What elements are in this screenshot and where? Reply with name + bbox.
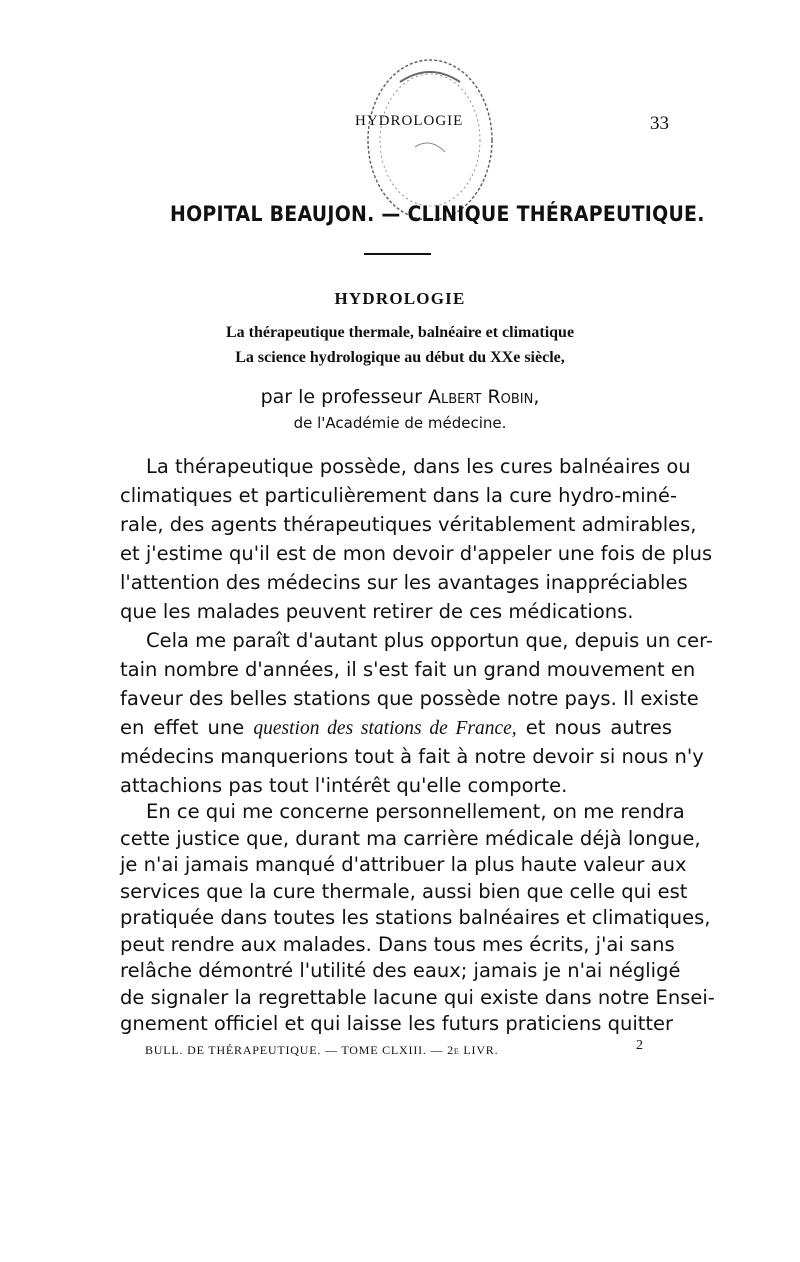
body-line: je n'ai jamais manqué d'attribuer la plus haute valeur aux — [120, 853, 687, 876]
signature-mark: 2 — [636, 1038, 643, 1053]
footer-citation: BULL. DE THÉRAPEUTIQUE. — TOME CLXIII. — 2e LIVR. — [145, 1043, 499, 1057]
hospital-title: HOPITAL BEAUJON. — CLINIQUE THÉRAPEUTIQUE. — [170, 202, 705, 226]
body-line: services que la cure thermale, aussi bien que celle qui est — [120, 879, 688, 903]
author-prefix: par le professeur — [260, 386, 422, 408]
body-line: peut rendre aux malades. Dans tous mes écrits, j'ai sans — [120, 932, 675, 956]
emphasis-text: question des stations de France, — [253, 718, 517, 739]
author-name: Albert Robin, — [428, 386, 540, 408]
body-line: de signaler la regrettable lacune qui existe dans notre Ensei- — [120, 985, 715, 1009]
body-text: et nous autres — [525, 716, 673, 739]
body-line: médecins manquerions tout à fait à notre devoir si nous n'y — [120, 745, 704, 768]
body-line-with-italic — [120, 716, 672, 746]
section-heading: HYDROLOGIE — [334, 289, 466, 308]
body-text: en effet une — [120, 716, 245, 739]
body-line: pratiquée dans toutes les stations balnéaires et climatiques, — [120, 906, 711, 929]
title-divider — [364, 253, 431, 255]
body-line: l'attention des médecins sur les avantages inappréciables — [120, 571, 688, 594]
author-affiliation: de l'Académie de médecine. — [293, 414, 507, 432]
page-number: 33 — [650, 113, 669, 134]
subtitle-line-2: La science hydrologique au début du XXe siècle, — [235, 349, 565, 366]
body-line: et j'estime qu'il est de mon devoir d'appeler une fois de plus — [120, 542, 713, 565]
author-line — [0, 386, 800, 408]
body-line: faveur des belles stations que possède notre pays. Il existe — [120, 687, 699, 710]
body-line: gnement officiel et qui laisse les futurs praticiens quitter — [120, 1012, 674, 1035]
body-line: tain nombre d'années, il s'est fait un grand mouvement en — [120, 658, 696, 681]
library-stamp-icon — [360, 52, 500, 227]
subtitle-line-1: La thérapeutique thermale, balnéaire et climatique — [225, 324, 575, 341]
body-line: En ce qui me concerne personnellement, on me rendra — [146, 800, 685, 823]
body-line: climatiques et particulièrement dans la cure hydro-miné- — [120, 484, 678, 507]
body-line: relâche démontré l'utilité des eaux; jamais je n'ai négligé — [120, 959, 681, 982]
body-line: rale, des agents thérapeutiques véritablement admirables, — [120, 513, 697, 536]
body-line: que les malades peuvent retirer de ces médications. — [120, 600, 634, 623]
body-line: cette justice que, durant ma carrière médicale déjà longue, — [120, 826, 701, 850]
body-line: Cela me paraît d'autant plus opportun que, depuis un cer- — [146, 629, 713, 652]
body-line: attachions pas tout l'intérêt qu'elle comporte. — [120, 774, 568, 797]
running-head: HYDROLOGIE — [355, 113, 464, 129]
body-line: La thérapeutique possède, dans les cures balnéaires ou — [146, 455, 691, 478]
